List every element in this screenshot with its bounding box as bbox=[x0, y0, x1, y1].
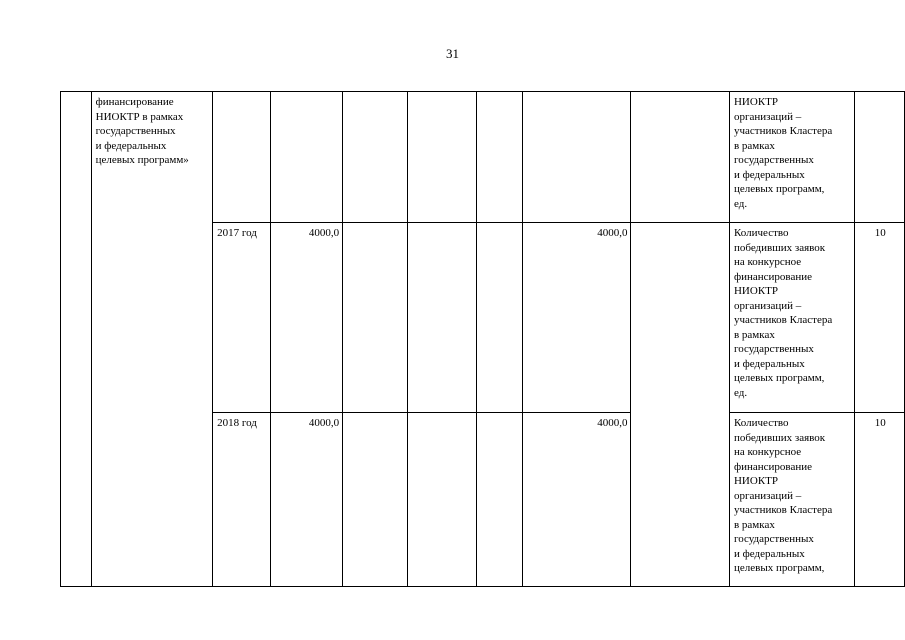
budget-cell bbox=[343, 92, 408, 223]
budget-cell bbox=[343, 413, 408, 587]
row-number-cell bbox=[61, 92, 92, 587]
indicator-cell: Количество победивших заявок на конкурсное финансирование НИОКТР организаций – участников Кластера в рамках государственных и федеральных целевых программ, bbox=[729, 413, 854, 587]
program-table bbox=[60, 91, 905, 587]
executor-cell bbox=[631, 413, 730, 587]
budget-cell bbox=[408, 223, 477, 413]
budget-cell bbox=[477, 223, 522, 413]
total-cell: 4000,0 bbox=[270, 413, 342, 587]
year-cell: 2017 год bbox=[213, 223, 271, 413]
page-number: 31 bbox=[446, 46, 459, 61]
budget-cell bbox=[408, 92, 477, 223]
executor-cell bbox=[631, 223, 730, 413]
total-cell bbox=[270, 92, 342, 223]
budget-cell bbox=[408, 413, 477, 587]
budget-cell bbox=[477, 92, 522, 223]
other-source-cell bbox=[522, 92, 631, 223]
indicator-cell: Количество победивших заявок на конкурсное финансирование НИОКТР организаций – участников Кластера в рамках государственных и федеральных целевых программ, ед. bbox=[729, 223, 854, 413]
year-cell: 2018 год bbox=[213, 413, 271, 587]
indicator-value-cell bbox=[855, 92, 905, 223]
total-cell: 4000,0 bbox=[270, 223, 342, 413]
other-source-cell: 4000,0 bbox=[522, 413, 631, 587]
table-row bbox=[61, 92, 905, 223]
other-source-cell: 4000,0 bbox=[522, 223, 631, 413]
indicator-cell: НИОКТР организаций – участников Кластера в рамках государственных и федеральных целевых программ, ед. bbox=[729, 92, 854, 223]
budget-cell bbox=[343, 223, 408, 413]
indicator-value-cell: 10 bbox=[855, 223, 905, 413]
budget-cell bbox=[477, 413, 522, 587]
event-name-cell: финансирование НИОКТР в рамках государственных и федеральных целевых программ» bbox=[91, 92, 212, 587]
executor-cell bbox=[631, 92, 730, 223]
indicator-value-cell: 10 bbox=[855, 413, 905, 587]
year-cell bbox=[213, 92, 271, 223]
